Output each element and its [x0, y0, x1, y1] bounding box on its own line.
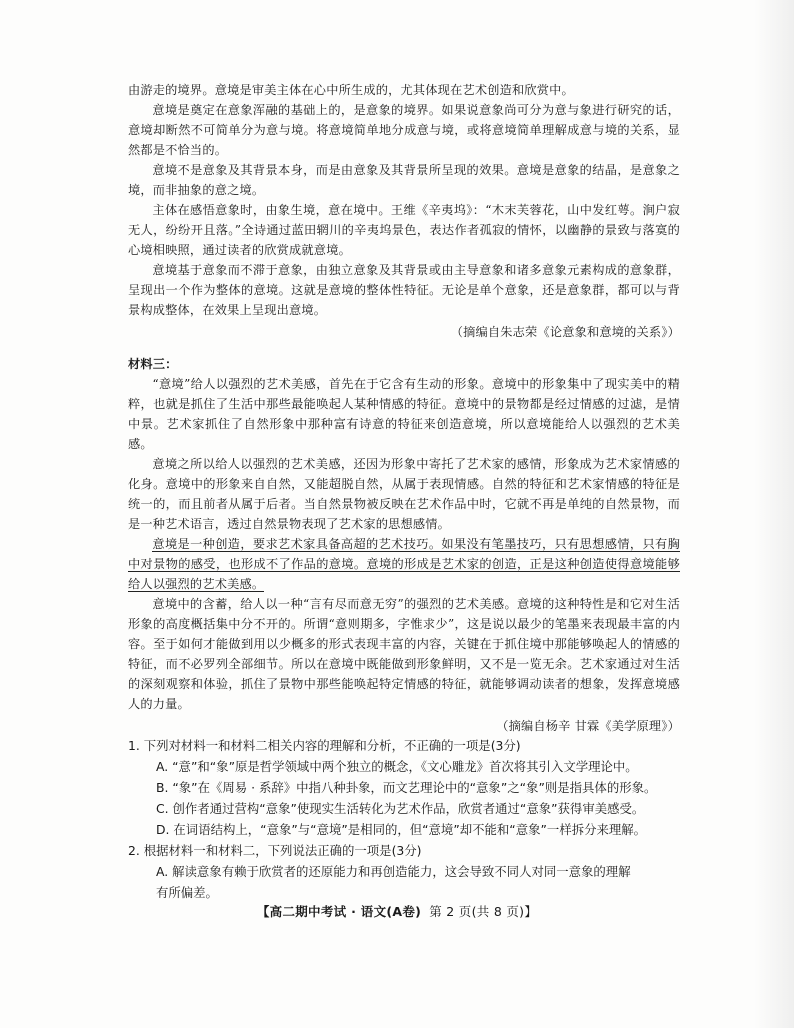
- passage-paragraph: 意境之所以给人以强烈的艺术美感，还因为形象中寄托了艺术家的感情，形象成为艺术家情感的化身。意境中的形象来自自然，又能超脱自然，从属于表现情感。自然的特征和艺术家情感的特征是统一的，而且前者从属于后者。当自然景物被反映在艺术作品中时，它就不再是单纯的自然景物，而是一种艺术语言，透过自然景物表现了艺术家的思想感情。: [128, 457, 680, 531]
- source-citation: （摘编自杨辛 甘霖《美学原理》）: [496, 719, 680, 733]
- question-option: B. “象”在《周易 · 系辞》中指八种卦象，而文艺理论中的“意象”之“象”则是指具体的形象。: [156, 780, 657, 795]
- page-number: 第 2 页(共 8 页)】: [429, 904, 538, 919]
- reading-passage: [128, 80, 680, 736]
- page-footer: [0, 902, 794, 920]
- question-option: A. “意”和“象”原是哲学领域中两个独立的概念，《文心雕龙》首次将其引入文学理论中。: [156, 759, 638, 774]
- question-section: [128, 735, 688, 903]
- question-option-continuation: 有所偏差。: [156, 885, 218, 900]
- question-option: C. 创作者通过营构“意象”使现实生活转化为艺术作品，欣赏者通过“意象”获得审美感受。: [156, 801, 645, 816]
- source-citation: （摘编自朱志荣《论意象和意境的关系》）: [450, 325, 680, 339]
- footer-title: 【高二期中考试 · 语文(A卷): [256, 904, 422, 919]
- passage-paragraph: 意境基于意象而不滞于意象，由独立意象及其背景或由主导意象和诸多意象元素构成的意象群，呈现出一个作为整体的意境。这就是意境的整体性特征。无论是单个意象，还是意象群，都可以与背景构成整体，在效果上呈现出意境。: [128, 263, 680, 317]
- passage-paragraph: 意境是奠定在意象浑融的基础上的，是意象的境界。如果说意象尚可分为意与象进行研究的话，意境却断然不可简单分为意与境。将意境简单地分成意与境，或将意境简单理解成意与境的关系，显然都是不恰当的。: [128, 103, 680, 157]
- material-heading: 材料三：: [128, 357, 178, 371]
- question-option: A. 解读意象有赖于欣赏者的还原能力和再创造能力，这会导致不同人对同一意象的理解: [156, 864, 631, 879]
- passage-paragraph: 由游走的境界。意境是审美主体在心中所生成的，尤其体现在艺术创造和欣赏中。: [128, 83, 574, 97]
- question-stem: 2. 根据材料一和材料二，下列说法正确的一项是(3分): [128, 843, 422, 858]
- question-stem: 1. 下列对材料一和材料二相关内容的理解和分析，不正确的一项是(3分): [128, 738, 521, 753]
- underlined-paragraph: [128, 534, 680, 594]
- passage-paragraph: 意境中的含蓄，给人以一种“言有尽而意无穷”的强烈的艺术美感。意境的这种特性是和它对生活形象的高度概括集中分不开的。所谓“意则期多，字惟求少”，这是说以最少的笔墨来表现最丰富的内容。至于如何才能做到用以少概多的形式表现丰富的内容，关键在于抓住境中那能够唤起人的情感的特征，而不必罗列全部细节。所以在意境中既能做到形象鲜明，又不是一览无余。艺术家通过对生活的深刻观察和体验，抓住了景物中那些能唤起特定情感的特征，就能够调动读者的想象，发挥意境感人的力量。: [128, 597, 680, 711]
- passage-paragraph: “意境”给人以强烈的艺术美感，首先在于它含有生动的形象。意境中的形象集中了现实美中的精粹，也就是抓住了生活中那些最能唤起人某种情感的特征。意境中的景物都是经过情感的过滤，是情中景。艺术家抓住了自然形象中那种富有诗意的特征来创造意境，所以意境能给人以强烈的艺术美感。: [128, 377, 680, 451]
- question-option: D. 在词语结构上，“意象”与“意境”是相同的，但“意境”却不能和“意象”一样拆分来理解。: [156, 822, 647, 837]
- scan-shadow: [754, 0, 794, 1028]
- passage-paragraph: 主体在感悟意象时，由象生境，意在境中。王维《辛夷坞》：“木末芙蓉花，山中发红萼。涧户寂无人，纷纷开且落。”全诗通过蓝田辋川的辛夷坞景色，表达作者孤寂的情怀，以幽静的景致与落寞的心境相映照，通过读者的欣赏成就意境。: [128, 203, 680, 257]
- underlined-text: 意境是一种创造，要求艺术家具备高超的艺术技巧。如果没有笔墨技巧，只有思想感情，只有胸中对景物的感受，也形成不了作品的意境。意境的形成是艺术家的创造，正是这种创造使得意境能够给人以强烈的艺术美感。: [128, 537, 680, 591]
- passage-paragraph: 意境不是意象及其背景本身，而是由意象及其背景所呈现的效果。意境是意象的结晶，是意象之境，而非抽象的意之境。: [128, 163, 680, 197]
